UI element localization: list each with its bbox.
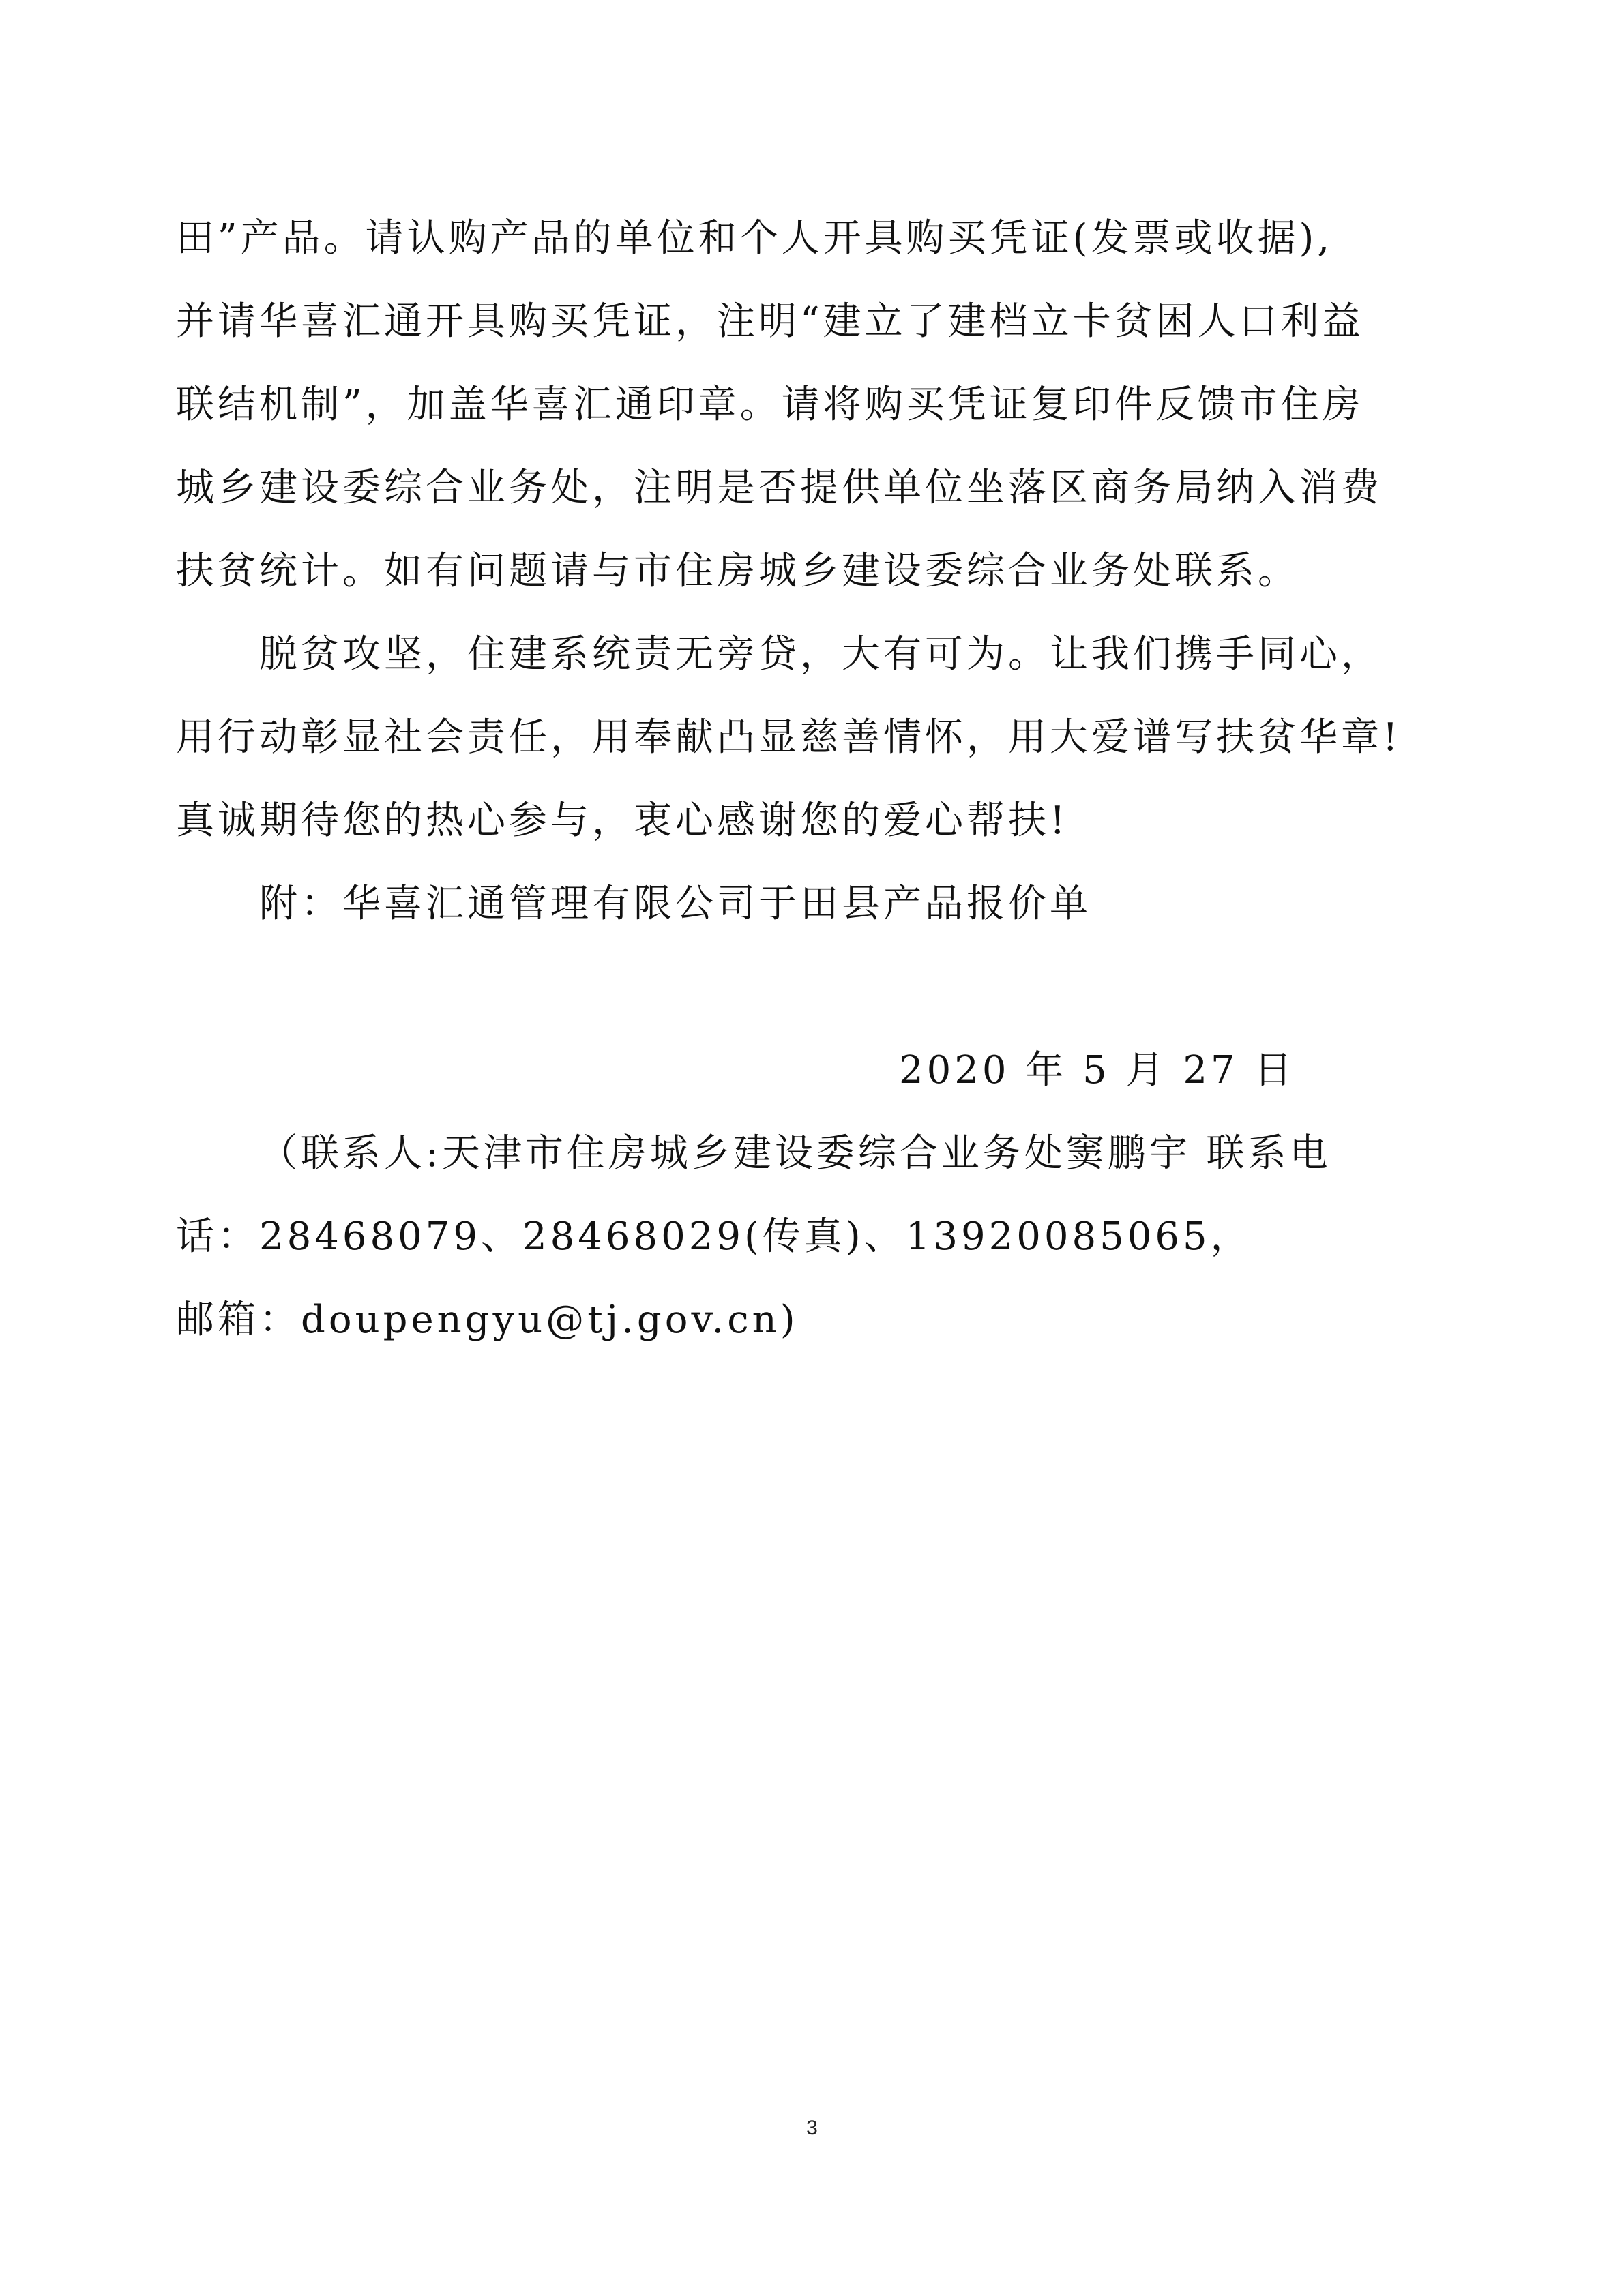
contact-line-2: 话：28468079、28468029(传真)、13920085065， [176, 1214, 1252, 1259]
attachment-line: 附：华喜汇通管理有限公司于田县产品报价单 [259, 882, 1091, 926]
paragraph-2-line-1: 脱贫攻坚，住建系统责无旁贷，大有可为。让我们携手同心， [259, 632, 1383, 676]
paragraph-1-line-3: 联结机制”，加盖华喜汇通印章。请将购买凭证复印件反馈市住房 [176, 383, 1364, 427]
page-number: 3 [806, 2117, 818, 2139]
paragraph-2-line-2: 用行动彰显社会责任，用奉献凸显慈善情怀，用大爱谱写扶贫华章! [176, 715, 1402, 760]
contact-line-1: （联系人:天津市住房城乡建设委综合业务处窦鹏宇 联系电 [259, 1131, 1331, 1176]
paragraph-1-line-2: 并请华喜汇通开具购买凭证，注明“建立了建档立卡贫困人口利益 [176, 299, 1364, 344]
paragraph-1-line-5: 扶贫统计。如有问题请与市住房城乡建设委综合业务处联系。 [176, 549, 1299, 593]
paragraph-1-line-1: 田”产品。请认购产品的单位和个人开具购买凭证(发票或收据), [176, 216, 1333, 260]
contact-line-3: 邮箱：doupengyu@tj.gov.cn) [176, 1298, 799, 1342]
date-line: 2020 年 5 月 27 日 [899, 1048, 1296, 1092]
paragraph-2-line-3: 真诚期待您的热心参与，衷心感谢您的爱心帮扶! [176, 799, 1069, 843]
paragraph-1-line-4: 城乡建设委综合业务处，注明是否提供单位坐落区商务局纳入消费 [176, 466, 1383, 510]
